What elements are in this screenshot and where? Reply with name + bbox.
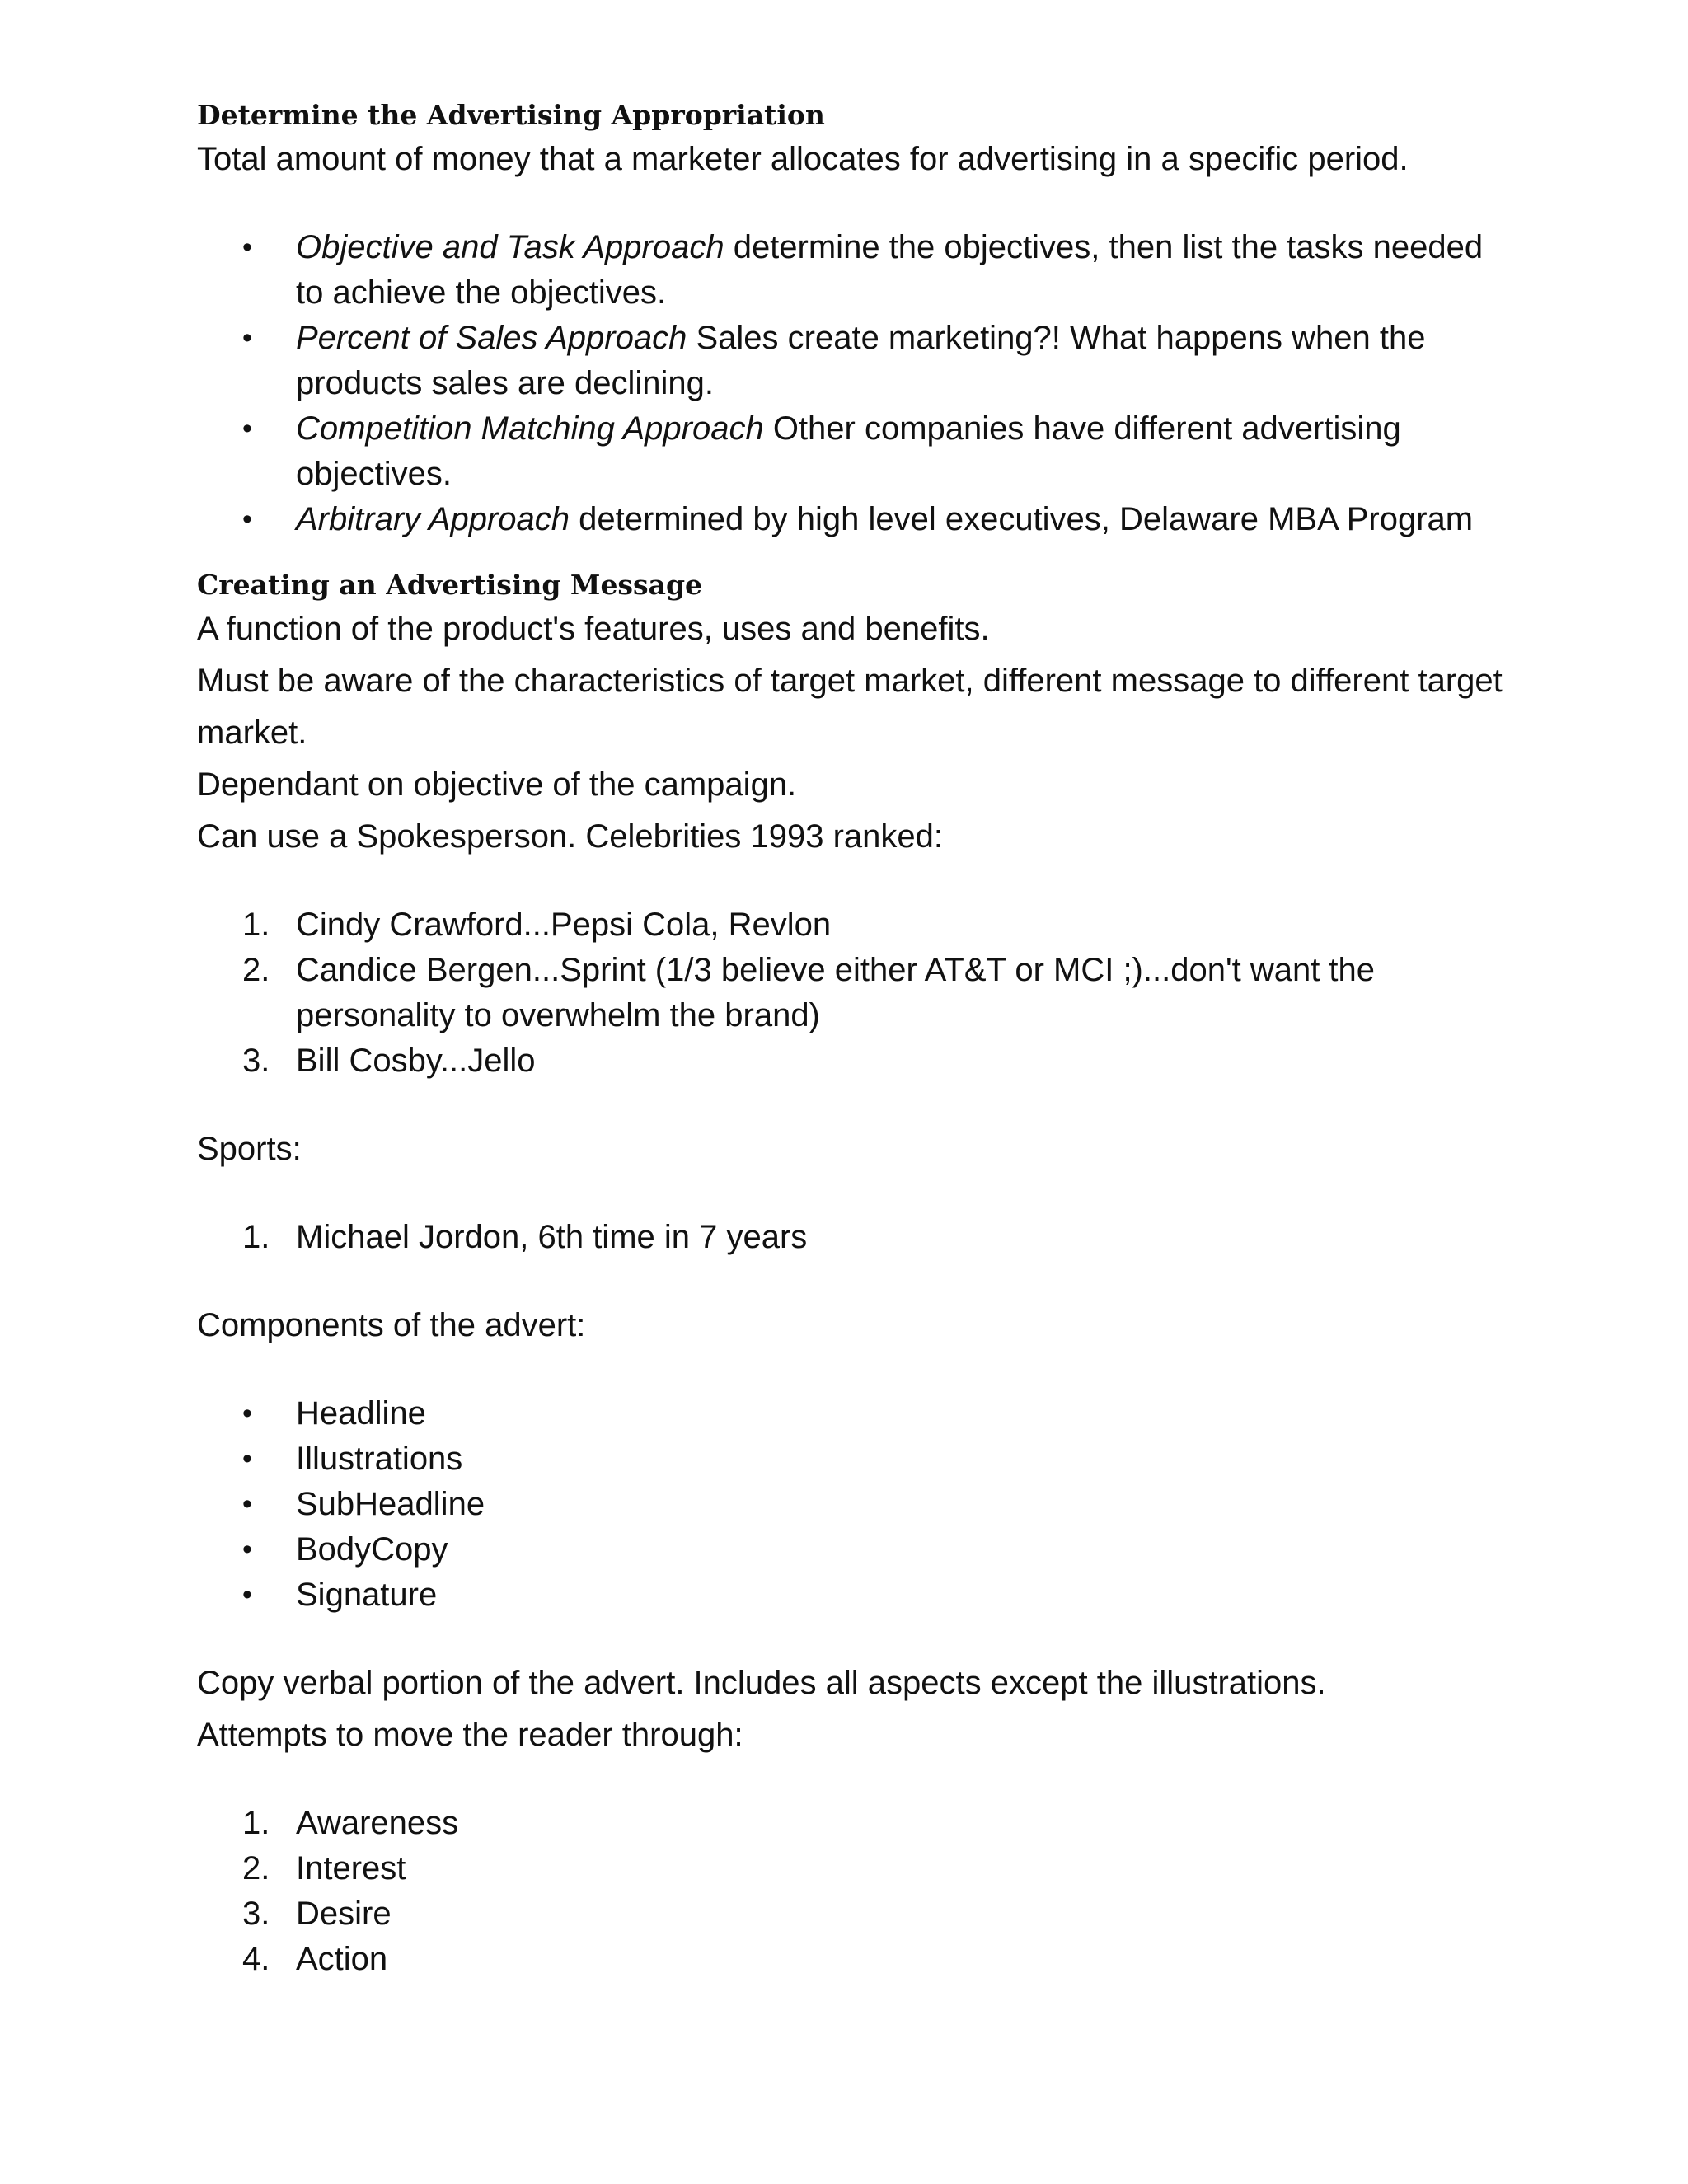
list-item [197,1937,1507,1982]
celebrity-text: Candice Bergen...Sprint (1/3 believe either AT&T or MCI ;)...don't want the personality to overwhelm the brand) [296,952,1376,1033]
components-list [197,1391,1507,1618]
bullet-marker: • [242,1443,252,1474]
copy-paragraph: Copy verbal portion of the advert. Includes all aspects except the illustrations. [197,1665,1326,1701]
component-text: Headline [296,1395,426,1432]
list-item [197,1482,1507,1527]
copy-paragraph: Attempts to move the reader through: [197,1717,743,1753]
message-paragraph: Must be aware of the characteristics of target market, different message to different target market. [197,663,1503,751]
celebrities-list [197,902,1507,1084]
list-item [197,1846,1507,1891]
bullet-marker: • [242,1534,252,1565]
approach-text: determined by high level executives, Delaware MBA Program [570,501,1474,537]
bullet-marker: • [242,1488,252,1520]
message-paragraph: A function of the product's features, uses and benefits. [197,611,990,647]
list-item [197,1572,1507,1618]
list-item [197,948,1507,1038]
list-item [197,1527,1507,1572]
number-marker: 1. [242,1219,270,1255]
list-item [197,316,1507,406]
bullet-marker: • [242,413,252,444]
message-paragraph: Can use a Spokesperson. Celebrities 1993 ranked: [197,818,943,855]
list-item [197,902,1507,948]
list-item [197,1038,1507,1084]
number-marker: 2. [242,952,270,988]
component-text: SubHeadline [296,1486,485,1522]
list-item [197,1436,1507,1482]
list-item [197,1391,1507,1436]
sports-text: Michael Jordon, 6th time in 7 years [296,1219,808,1255]
list-item [197,497,1507,542]
stage-text: Interest [296,1850,406,1886]
components-label: Components of the advert: [197,1307,586,1343]
stages-list [197,1801,1507,1982]
approach-term: Percent of Sales Approach [296,320,687,356]
stage-text: Desire [296,1896,392,1932]
sports-label: Sports: [197,1131,302,1167]
bullet-marker: • [242,1398,252,1429]
approach-text: Other companies have different advertising objectives. [296,410,1401,492]
list-item [197,1215,1507,1260]
component-text: BodyCopy [296,1531,448,1568]
approach-term: Objective and Task Approach [296,229,724,265]
approach-term: Competition Matching Approach [296,410,764,447]
approach-term: Arbitrary Approach [296,501,570,537]
bullet-marker: • [242,1579,252,1610]
sports-list [197,1215,1507,1260]
message-paragraph: Dependant on objective of the campaign. [197,766,797,803]
stage-text: Awareness [296,1805,459,1841]
list-item [197,406,1507,497]
component-text: Illustrations [296,1441,463,1477]
stage-text: Action [296,1941,388,1977]
component-text: Signature [296,1577,438,1613]
approach-text: Sales create marketing?! What happens when the products sales are declining. [296,320,1426,401]
bullet-marker: • [242,322,252,354]
number-marker: 3. [242,1043,270,1079]
intro-paragraph: Total amount of money that a marketer allocates for advertising in a specific period. [197,141,1409,177]
bullet-marker: • [242,504,252,535]
number-marker: 3. [242,1896,270,1932]
celebrity-text: Cindy Crawford...Pepsi Cola, Revlon [296,907,832,943]
approaches-list [197,225,1507,542]
document-page [197,97,1507,1982]
section-heading-appropriation: Determine the Advertising Appropriation [197,99,825,131]
number-marker: 2. [242,1850,270,1886]
list-item [197,225,1507,316]
number-marker: 1. [242,907,270,943]
celebrity-text: Bill Cosby...Jello [296,1043,536,1079]
section-heading-message: Creating an Advertising Message [197,569,703,601]
number-marker: 1. [242,1805,270,1841]
list-item [197,1801,1507,1846]
list-item [197,1891,1507,1937]
approach-text: determine the objectives, then list the tasks needed to achieve the objectives. [296,229,1484,311]
bullet-marker: • [242,232,252,263]
number-marker: 4. [242,1941,270,1977]
